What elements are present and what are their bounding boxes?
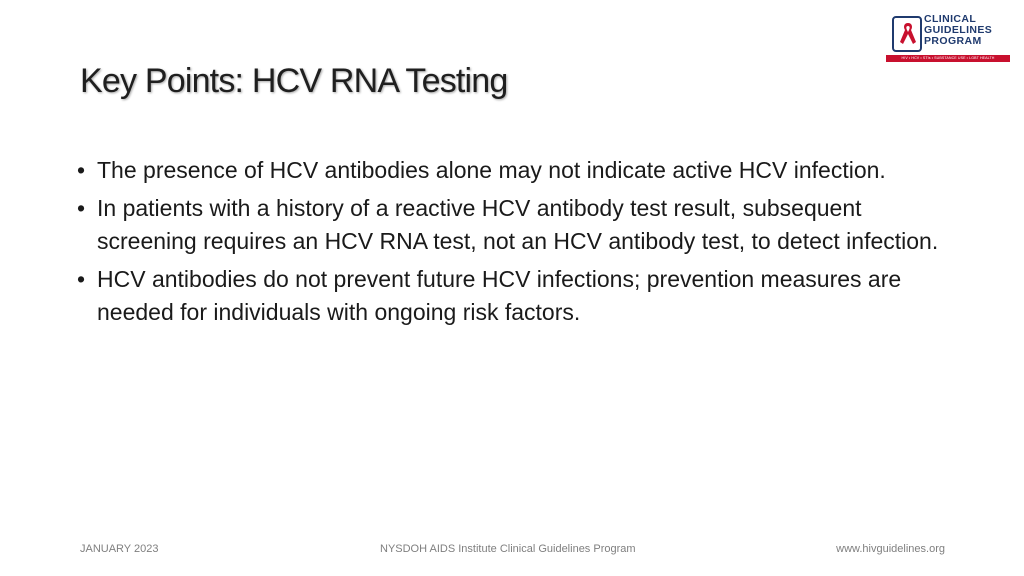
awareness-ribbon-icon xyxy=(897,20,919,48)
clinical-guidelines-program-logo xyxy=(886,14,1010,64)
bullet-item xyxy=(75,263,955,329)
bullet-marker: • xyxy=(77,157,86,183)
logo-line-2: GUIDELINES xyxy=(924,24,993,36)
bullet-text: In patients with a history of a reactive HCV antibody test result, subsequent screening requires an HCV RNA test, not an HCV antibody test, to detect infection. xyxy=(97,195,939,254)
bullet-text: The presence of HCV antibodies alone may not indicate active HCV infection. xyxy=(97,157,886,183)
logo-tagline: HIV • HCV • STIs • SUBSTANCE USE • LGBT HEALTH xyxy=(886,55,1010,62)
footer-date: JANUARY 2023 xyxy=(80,543,159,555)
bullet-marker: • xyxy=(77,195,86,221)
footer-website: www.hivguidelines.org xyxy=(836,543,945,555)
logo-wordmark xyxy=(924,14,1010,47)
bullet-item xyxy=(75,192,955,258)
logo-frame xyxy=(892,16,922,52)
slide-title: Key Points: HCV RNA Testing xyxy=(80,62,508,100)
bullet-list xyxy=(75,154,955,334)
footer-program-name: NYSDOH AIDS Institute Clinical Guidelines Program xyxy=(380,543,636,555)
logo-line-3: PROGRAM xyxy=(924,35,982,47)
bullet-text: HCV antibodies do not prevent future HCV infections; prevention measures are needed for individuals with ongoing risk factors. xyxy=(97,266,902,325)
logo-line-1: CLINICAL xyxy=(924,13,977,25)
bullet-marker: • xyxy=(77,266,86,292)
bullet-item xyxy=(75,154,955,187)
